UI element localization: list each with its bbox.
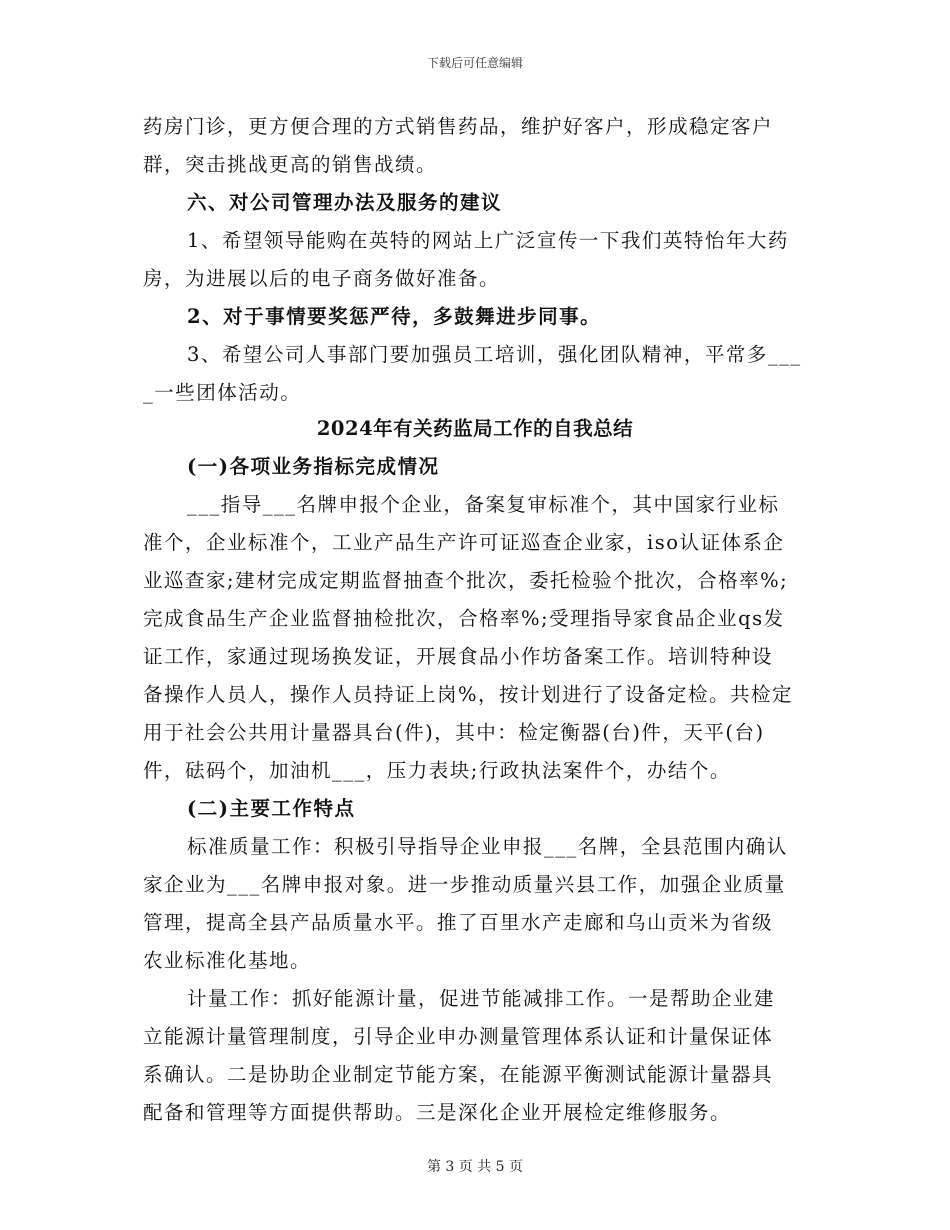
paragraph-line: 房，为进展以后的电子商务做好准备。 [143, 267, 501, 290]
paragraph-line: 标准质量工作：积极引导指导企业申报___名牌，全县范围内确认 [187, 835, 788, 858]
paragraph-line: 3、希望公司人事部门要加强员工培训，强化团队精神，平常多___ [187, 343, 802, 366]
paragraph-line: 1、希望领导能购在英特的网站上广泛宣传一下我们英特怡年大药 [187, 229, 789, 252]
paragraph-line: 计量工作：抓好能源计量，促进节能减排工作。一是帮助企业建 [187, 987, 776, 1010]
page-number-footer: 第 3 页 共 5 页 [426, 1159, 524, 1175]
paragraph-line: 配备和管理等方面提供帮助。三是深化企业开展检定维修服务。 [143, 1101, 732, 1124]
paragraph-line: 药房门诊，更方便合理的方式销售药品，维护好客户，形成稳定客户 [143, 115, 774, 138]
paragraph-line: 准个，企业标准个，工业产品生产许可证巡查企业家，iso认证体系企 [143, 531, 785, 554]
section-heading-indicators: (一)各项业务指标完成情况 [187, 455, 440, 478]
paragraph-line: 家企业为___名牌申报对象。进一步推动质量兴县工作，加强企业质量 [143, 873, 786, 896]
paragraph-line: 农业标准化基地。 [143, 949, 312, 972]
paragraph-line: 群，突击挑战更高的销售战绩。 [143, 153, 438, 176]
paragraph-line: 备操作人员人，操作人员持证上岗%，按计划进行了设备定检。共检定 [143, 683, 794, 706]
section-heading-features: (二)主要工作特点 [187, 797, 356, 820]
document-title: 2024年有关药监局工作的自我总结 [316, 417, 634, 440]
page-header-note: 下载后可任意编辑 [426, 56, 523, 70]
paragraph-line: 用于社会公共用计量器具台(件)，其中：检定衡器(台)件，天平(台) [143, 721, 765, 744]
paragraph-line: 系确认。二是协助企业制定节能方案，在能源平衡测试能源计量器具 [143, 1063, 774, 1086]
paragraph-line: 完成食品生产企业监督抽检批次，合格率%;受理指导家食品企业qs发 [143, 607, 785, 630]
paragraph-line: ___指导___名牌申报个企业，备案复审标准个，其中国家行业标 [187, 493, 780, 516]
paragraph-line: 业巡查家;建材完成定期监督抽查个批次，委托检验个批次，合格率%; [143, 569, 789, 592]
paragraph-line-bold: 2、对于事情要奖惩严待，多鼓舞进步同事。 [187, 305, 602, 328]
section-heading-suggestions: 六、对公司管理办法及服务的建议 [187, 191, 503, 214]
paragraph-line: 证工作，家通过现场换发证，开展食品小作坊备案工作。培训特种设 [143, 645, 774, 668]
paragraph-line: _一些团体活动。 [143, 381, 302, 404]
paragraph-line: 立能源计量管理制度，引导企业申办测量管理体系认证和计量保证体 [143, 1025, 774, 1048]
paragraph-line: 管理，提高全县产品质量水平。推了百里水产走廊和乌山贡米为省级 [143, 911, 774, 934]
paragraph-line: 件，砝码个，加油机___，压力表块;行政执法案件个，办结个。 [143, 759, 731, 782]
